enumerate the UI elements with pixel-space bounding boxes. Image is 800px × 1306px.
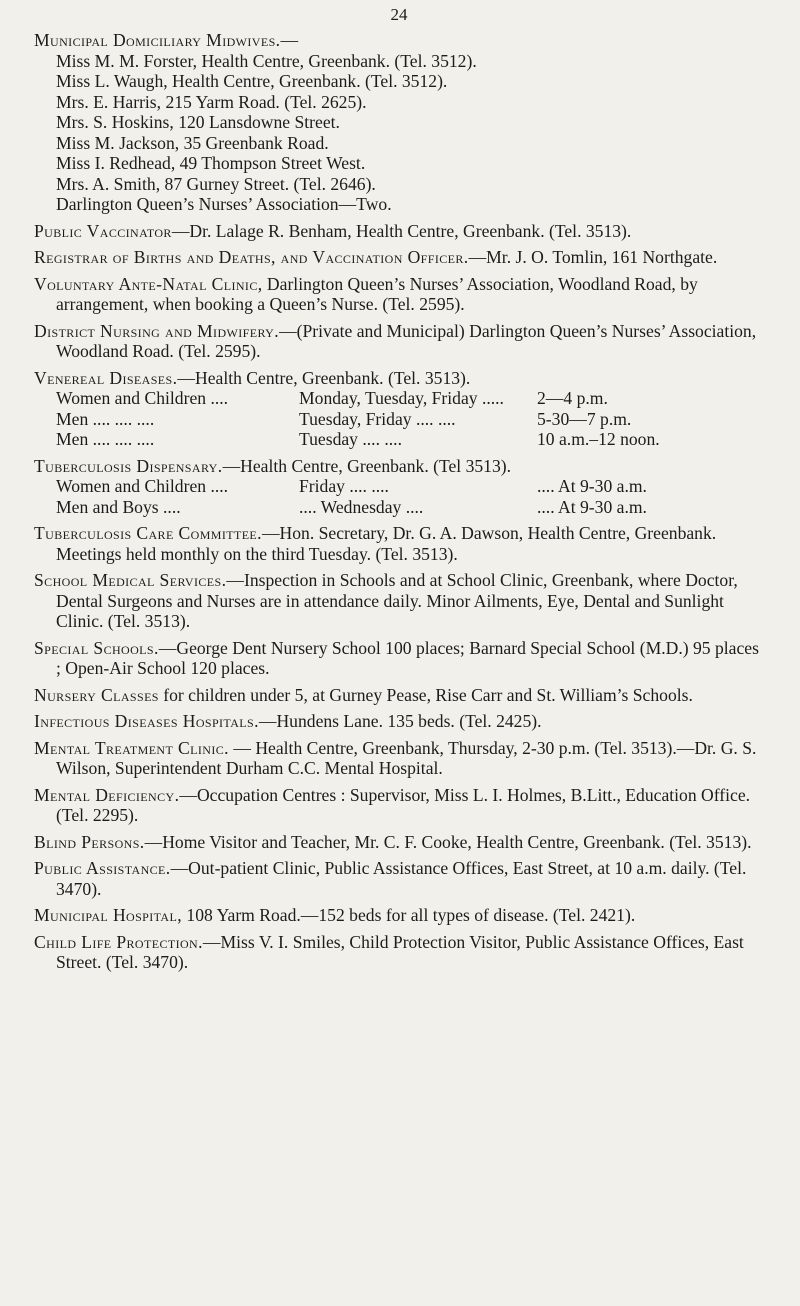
section-infectious (34, 711, 764, 732)
midwives-dash: — (280, 30, 299, 50)
tb-row-who: Women and Children .... (56, 476, 229, 496)
section-municipal-hospital (34, 905, 764, 926)
antenatal-heading: Voluntary Ante-Natal Clinic, (34, 273, 263, 294)
municipal-hospital-heading: Municipal Hospital, (34, 905, 183, 925)
infectious-heading: Infectious Diseases Hospitals. (34, 711, 259, 731)
section-mental-deficiency (34, 785, 764, 826)
blind-text: —Home Visitor and Teacher, Mr. C. F. Cooke, Health Centre, Greenbank. (Tel. 3513). (144, 831, 752, 852)
section-registrar (34, 247, 764, 268)
section-nursing (34, 321, 764, 362)
tb-care-heading: Tuberculosis Care Committee. (34, 523, 262, 543)
mental-treatment-heading: Mental Treatment Clinic. (34, 737, 229, 758)
section-school-medical (34, 570, 764, 632)
nursery-text: for children under 5, at Gurney Pease, Rise Carr and St. William’s Schools. (158, 684, 693, 705)
midwife-line-7: Mrs. A. Smith, 87 Gurney Street. (Tel. 2646). (56, 173, 376, 194)
venereal-row-time: 5-30—7 p.m. (537, 408, 632, 429)
section-blind (34, 832, 764, 853)
venereal-row-who: Men .... .... .... (56, 429, 155, 449)
tb-row-days: Friday .... .... (299, 476, 389, 496)
venereal-row (34, 429, 764, 450)
section-tb-dispensary (34, 456, 764, 518)
public-assistance-text: —Out-patient Clinic, Public Assistance Offices, East Street, at 10 a.m. daily. (Tel. 3470). (56, 858, 747, 899)
venereal-row (34, 388, 764, 409)
midwife-line-8: Darlington Queen’s Nurses’ Association—Two. (56, 194, 392, 214)
tb-row-days: .... Wednesday .... (299, 496, 424, 517)
venereal-row (34, 409, 764, 430)
page-number: 24 (390, 5, 408, 24)
vaccinator-heading: Public Vaccinator (34, 220, 172, 241)
tb-care-text: —Hon. Secretary, Dr. G. A. Dawson, Health Centre, Greenbank. Meetings held monthly on the third Tuesday. (Tel. 3513). (56, 523, 717, 564)
municipal-hospital-text: 108 Yarm Road.—152 beds for all types of disease. (Tel. 2421). (182, 905, 636, 925)
nursery-heading: Nursery Classes (34, 684, 159, 705)
child-life-text: —Miss V. I. Smiles, Child Protection Visitor, Public Assistance Offices, East Street. (Tel. 3470). (56, 931, 744, 972)
venereal-heading: Venereal Diseases. (34, 367, 178, 388)
nursing-text: —(Private and Municipal) Darlington Queen’s Nurses’ Association, Woodland Road. (Tel. 2595). (56, 320, 757, 361)
midwife-line-5: Miss M. Jackson, 35 Greenbank Road. (56, 132, 329, 153)
midwife-line-3: Mrs. E. Harris, 215 Yarm Road. (Tel. 2625). (56, 91, 367, 112)
tb-dispensary-text: —Health Centre, Greenbank. (Tel 3513). (222, 455, 512, 476)
section-public-assistance (34, 858, 764, 899)
venereal-row-days: Tuesday, Friday .... .... (299, 408, 456, 429)
mental-treatment-text: — Health Centre, Greenbank, Thursday, 2-30 p.m. (Tel. 3513).—Dr. G. S. Wilson, Superintendent Durham C.C. Mental Hospital. (56, 737, 757, 778)
tb-dispensary-row (34, 497, 764, 518)
section-venereal (34, 368, 764, 450)
venereal-text: —Health Centre, Greenbank. (Tel. 3513). (177, 367, 471, 388)
section-midwives (34, 30, 764, 215)
midwife-line-2: Miss L. Waugh, Health Centre, Greenbank. (Tel. 3512). (56, 71, 448, 91)
section-mental-treatment (34, 738, 764, 779)
tb-dispensary-heading: Tuberculosis Dispensary. (34, 455, 223, 476)
venereal-row-days: Monday, Tuesday, Friday ..... (299, 388, 504, 408)
infectious-text: —Hundens Lane. 135 beds. (Tel. 2425). (258, 711, 542, 731)
section-vaccinator (34, 221, 764, 242)
venereal-row-who: Men .... .... .... (56, 408, 155, 429)
tb-row-time: .... At 9-30 a.m. (537, 496, 647, 517)
section-child-life (34, 932, 764, 973)
antenatal-text: Darlington Queen’s Nurses’ Association, Woodland Road, by arrangement, when booking a Queen’s Nurse. (Tel. 2595). (56, 273, 698, 314)
tb-row-time: .... At 9-30 a.m. (537, 476, 647, 496)
mental-deficiency-heading: Mental Deficiency. (34, 784, 180, 805)
section-tb-care (34, 523, 764, 564)
registrar-heading: Registrar of Births and Deaths, and Vaccination Officer. (34, 247, 469, 267)
nursing-heading: District Nursing and Midwifery. (34, 320, 280, 341)
midwife-line-6: Miss I. Redhead, 49 Thompson Street West. (56, 153, 366, 173)
school-medical-heading: School Medical Services. (34, 570, 227, 590)
venereal-row-who: Women and Children .... (56, 388, 229, 408)
public-assistance-heading: Public Assistance. (34, 858, 171, 878)
blind-heading: Blind Persons. (34, 831, 145, 852)
tb-dispensary-row (34, 476, 764, 497)
midwife-line-4: Mrs. S. Hoskins, 120 Lansdowne Street. (56, 112, 340, 132)
registrar-text: —Mr. J. O. Tomlin, 161 Northgate. (468, 247, 718, 267)
mental-deficiency-text: —Occupation Centres : Supervisor, Miss L. I. Holmes, B.Litt., Education Office. (Tel. 2295). (56, 784, 751, 825)
section-nursery (34, 685, 764, 706)
section-antenatal (34, 274, 764, 315)
midwives-heading: Municipal Domiciliary Midwives. (34, 30, 281, 50)
venereal-row-days: Tuesday .... .... (299, 429, 402, 449)
school-medical-text: —Inspection in Schools and at School Clinic, Greenbank, where Doctor, Dental Surgeons and Nurses are in attendance daily. Minor Ailments, Eye, Dental and Sunlight Clinic. (Tel. 3513). (56, 570, 738, 631)
venereal-row-time: 10 a.m.–12 noon. (537, 429, 660, 449)
section-special-schools (34, 638, 764, 679)
midwife-line-1: Miss M. M. Forster, Health Centre, Greenbank. (Tel. 3512). (56, 50, 477, 71)
tb-row-who: Men and Boys .... (56, 496, 181, 517)
special-schools-heading: Special Schools. (34, 637, 159, 658)
child-life-heading: Child Life Protection. (34, 931, 203, 952)
venereal-row-time: 2—4 p.m. (537, 388, 608, 408)
vaccinator-text: —Dr. Lalage R. Benham, Health Centre, Greenbank. (Tel. 3513). (171, 220, 632, 241)
special-schools-text: —George Dent Nursery School 100 places; Barnard Special School (M.D.) 95 places ; Open-Air School 120 places. (56, 637, 759, 678)
